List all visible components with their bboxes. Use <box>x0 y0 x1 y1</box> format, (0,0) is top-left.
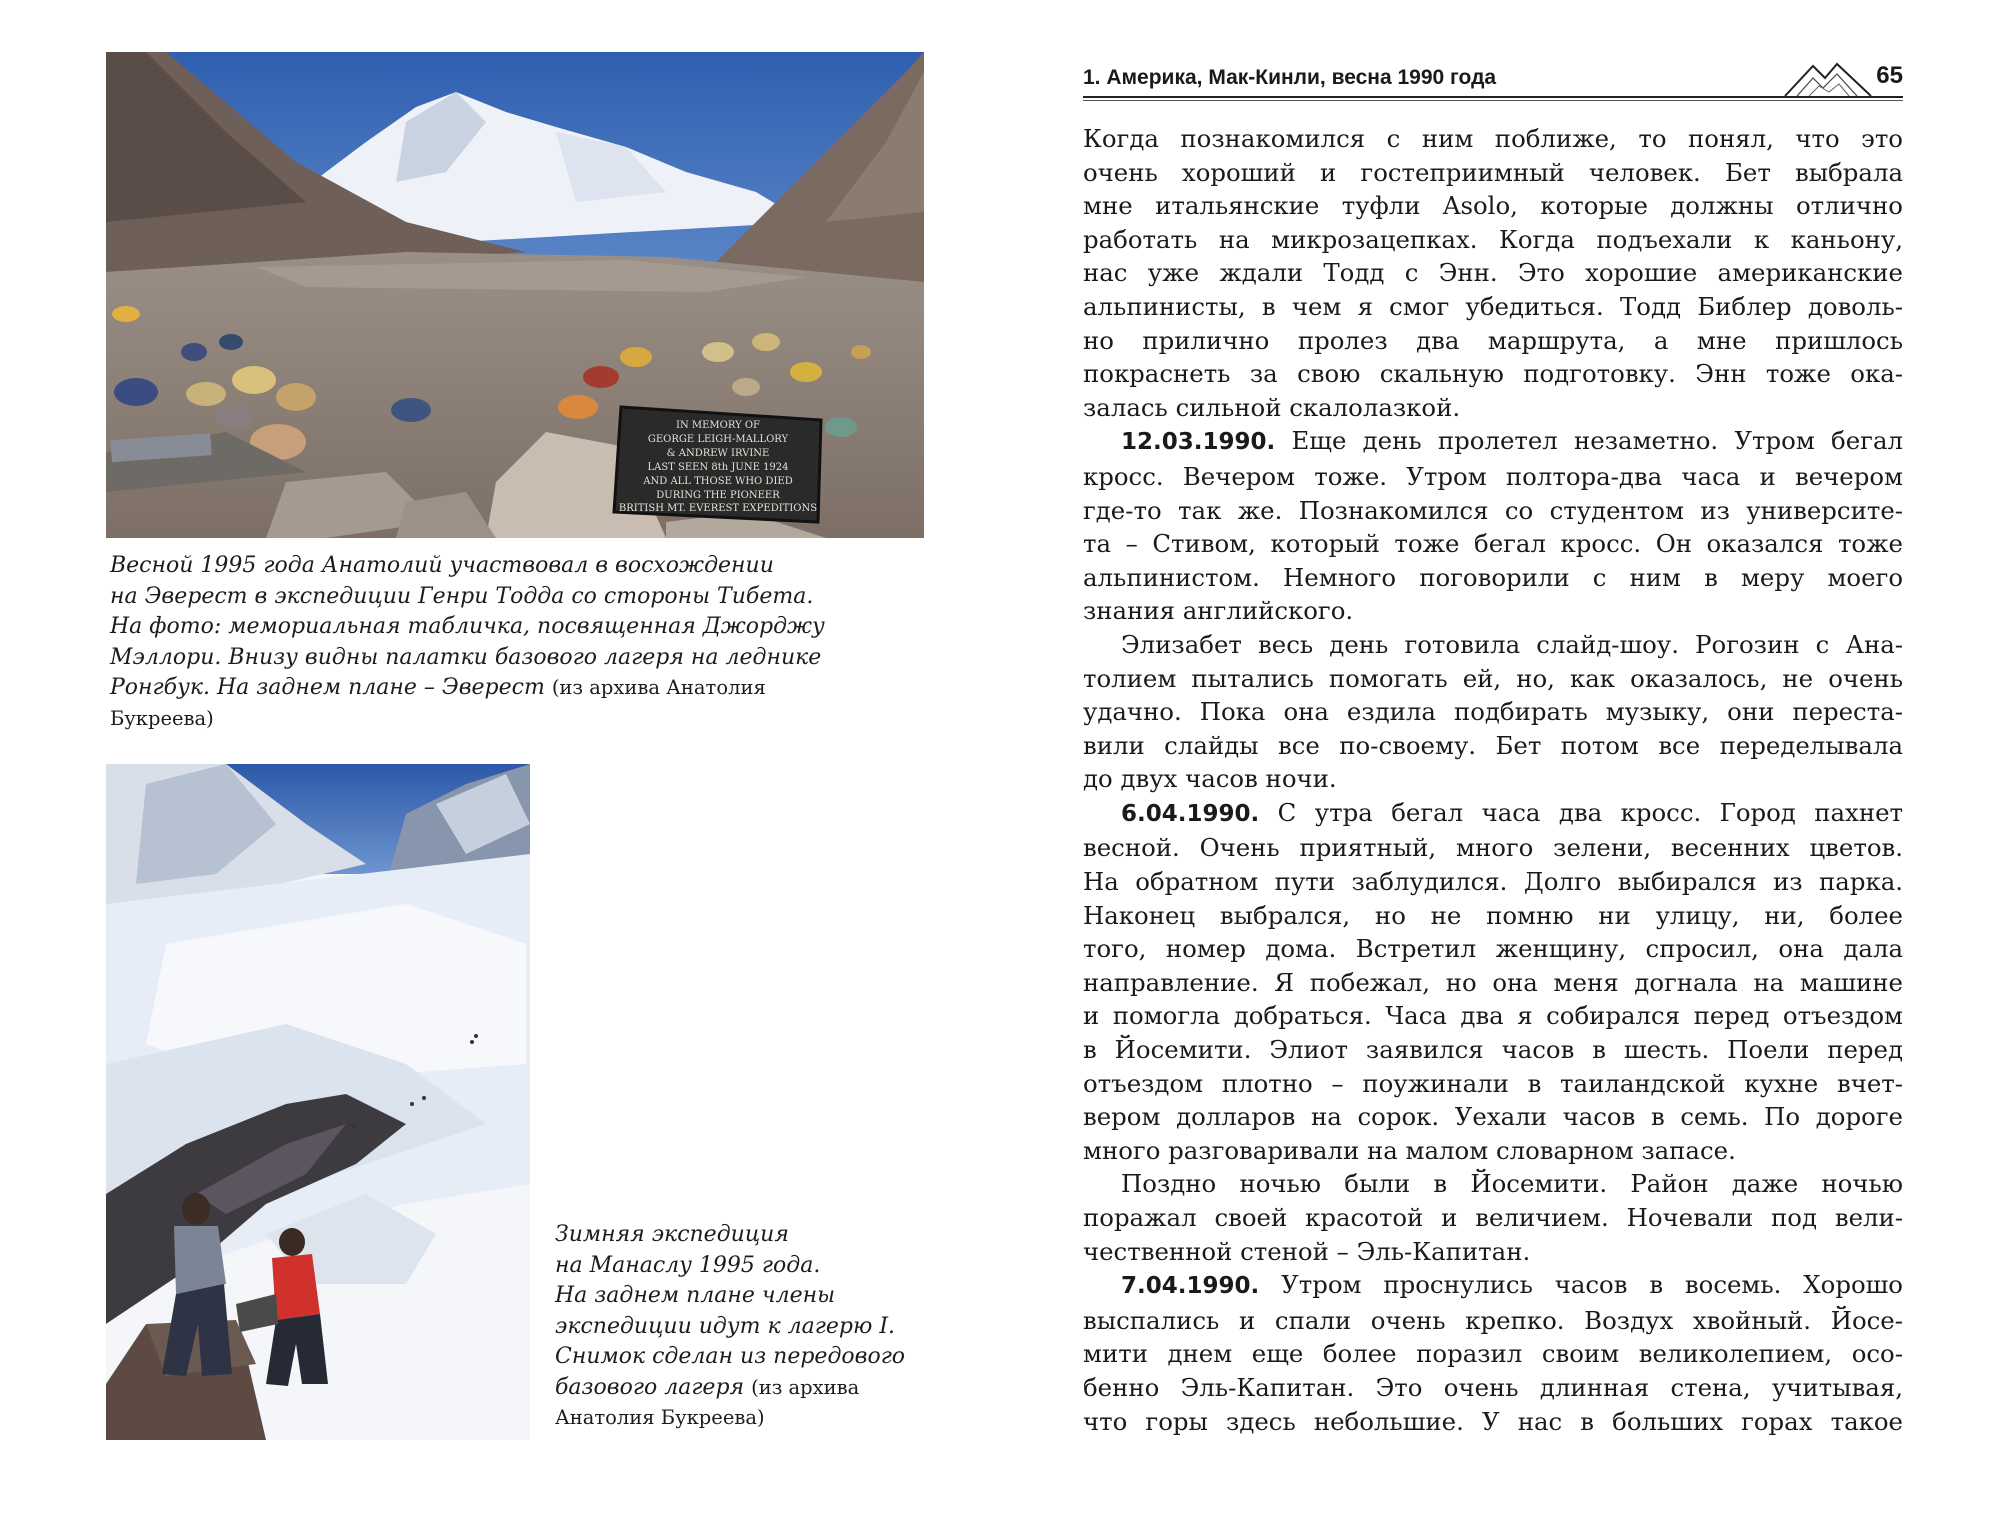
text-line: очень хороший и гостеприимный человек. Бет выбрала <box>1083 157 1903 187</box>
text-line: поражал своей красотой и величием. Ночевали под вели- <box>1083 1203 1903 1232</box>
mountain-ornament-icon <box>1783 60 1873 98</box>
chapter-title: 1. Америка, Мак-Кинли, весна 1990 года <box>1083 66 1497 89</box>
text-line: того, номер дома. Встретил женщину, спросил, она дала <box>1083 934 1903 964</box>
caption-bottom-line: Снимок сделан из передового <box>555 1344 906 1369</box>
text-line: та – Стивом, который тоже бегал кросс. Он оказался тоже <box>1083 529 1903 559</box>
caption-top-line: Ронгбук. На заднем плане – Эверест <box>110 675 545 700</box>
text-line: Наконец выбрался, но не помню ни улицу, ни, более <box>1083 900 1903 930</box>
caption-bottom-line: Зимняя экспедиция <box>555 1222 789 1247</box>
entry-date: 6.04.1990. <box>1121 800 1260 827</box>
text-line <box>1083 796 1903 832</box>
plaque-line-3: & ANDREW IRVINE <box>666 448 770 459</box>
text-line: отъездом плотно – поужинали в таиландской кухне вчет- <box>1083 1068 1903 1098</box>
caption-top-source: (из архива Анатолия <box>551 676 766 699</box>
text-line: На обратном пути заблудился. Долго выбирался из парка. <box>1083 867 1903 897</box>
plaque-line-6: DURING THE PIONEER <box>656 490 780 501</box>
paragraph <box>1083 796 1903 1168</box>
text-line: где-то так же. Познакомился со студентом из университе- <box>1083 495 1903 525</box>
text-line: нас уже ждали Тодд с Энн. Это хорошие американские <box>1083 258 1903 288</box>
text-line: Когда познакомился с ним поближе, то понял, что это <box>1083 124 1903 153</box>
text-line-rest: Еще день пролетел незаметно. Утром бегал <box>1275 426 1903 456</box>
text-line: много разговаривали на малом словарном запасе. <box>1083 1135 1736 1165</box>
paragraph <box>1083 1167 1903 1268</box>
plaque-line-2: GEORGE LEIGH-MALLORY <box>647 434 789 445</box>
text-line: альпинистом. Немного поговорили с ним в меру моего <box>1083 562 1903 592</box>
header-rule <box>1083 96 1903 98</box>
caption-bottom-line: На заднем плане члены <box>555 1283 836 1308</box>
caption-bottom-line: экспедиции идут к лагерю I. <box>555 1313 896 1339</box>
text-line-rest: С утра бегал часа два кросс. Город пахнет <box>1259 797 1903 827</box>
caption-top-line: Мэллори. Внизу видны палатки базового лагеря на леднике <box>110 644 822 670</box>
text-line: альпинисты, в чем я смог убедиться. Тодд Библер доволь- <box>1083 291 1903 321</box>
paragraph <box>1083 628 1903 796</box>
photo-manaslu-expedition <box>106 764 530 1440</box>
text-line-rest: Утром проснулись часов в восемь. Хорошо <box>1259 1270 1903 1300</box>
text-line: вили слайды все по-своему. Бет потом все переделывала <box>1083 730 1903 760</box>
text-line: Элизабет весь день готовила слайд-шоу. Рогозин с Ана- <box>1121 629 1903 659</box>
text-line: знания английского. <box>1083 596 1354 626</box>
text-line: работать на микрозацепках. Когда подъехали к каньону, <box>1083 224 1903 254</box>
caption-bottom-source-end: Анатолия Букреева) <box>555 1406 765 1429</box>
text-line: направление. Я побежал, но она меня догнала на машине <box>1083 967 1903 997</box>
text-line: чественной стеной – Эль-Капитан. <box>1083 1236 1531 1266</box>
text-line: но прилично пролез два маршрута, а мне пришлось <box>1083 325 1903 355</box>
body-text <box>1083 122 1903 1438</box>
caption-top-line: На фото: мемориальная табличка, посвященная Джорджу <box>110 614 825 639</box>
caption-top <box>110 551 910 734</box>
text-line: в Йосемити. Элиот заявился часов в шесть. Поели перед <box>1083 1035 1903 1065</box>
text-line <box>1083 424 1903 460</box>
header-rule-thin <box>1083 100 1903 101</box>
photo-everest-base-camp <box>106 52 924 538</box>
caption-top-line: Весной 1995 года Анатолий участвовал в восхождении <box>110 553 774 578</box>
caption-top-source-end: Букреева) <box>110 706 214 730</box>
running-head <box>1083 60 1903 104</box>
plaque-line-5: AND ALL THOSE WHO DIED <box>643 476 793 487</box>
text-line: выспались и спали очень крепко. Воздух хвойный. Йосе- <box>1083 1305 1903 1335</box>
caption-bottom-source: (из архива <box>751 1375 860 1399</box>
text-line: Поздно ночью были в Йосемити. Район даже ночью <box>1121 1169 1903 1199</box>
paragraph <box>1083 122 1903 424</box>
text-line: до двух часов ночи. <box>1083 764 1337 794</box>
text-line: кросс. Вечером тоже. Утром полтора-два часа и вечером <box>1083 461 1903 491</box>
plaque-line-1: IN MEMORY OF <box>676 420 760 431</box>
caption-bottom <box>555 1220 995 1434</box>
entry-date: 7.04.1990. <box>1121 1273 1260 1300</box>
paragraph <box>1083 424 1903 628</box>
text-line: мити днем еще более поразил своим великолепием, осо- <box>1083 1339 1903 1369</box>
plaque-line-7: BRITISH MT. EVEREST EXPEDITIONS <box>618 503 818 514</box>
text-line: весной. Очень приятный, много зелени, весенних цветов. <box>1083 833 1903 863</box>
paragraph <box>1083 1268 1903 1438</box>
text-line <box>1083 1268 1903 1304</box>
text-line: залась сильной скалолазкой. <box>1083 392 1461 422</box>
text-line: бенно Эль-Капитан. Это очень длинная стена, учитывая, <box>1083 1372 1903 1402</box>
text-line: удачно. Пока она ездила подбирать музыку, они переста- <box>1083 697 1903 727</box>
text-line: мне итальянские туфли Asolo, которые должны отлично <box>1083 191 1903 221</box>
text-line: и помогла добраться. Часа два я собирался перед отъездом <box>1083 1001 1903 1031</box>
caption-top-line: на Эверест в экспедиции Генри Тодда со стороны Тибета. <box>110 583 814 609</box>
page-number: 65 <box>1876 62 1903 89</box>
caption-bottom-line: базового лагеря <box>555 1374 745 1400</box>
text-line: вером долларов на сорок. Уехали часов в семь. По дороге <box>1083 1102 1903 1132</box>
text-line: что горы здесь небольшие. У нас в больших горах такое <box>1083 1406 1903 1436</box>
entry-date: 12.03.1990. <box>1121 429 1276 456</box>
caption-bottom-line: на Манаслу 1995 года. <box>555 1252 821 1278</box>
text-line: толием пытались помогать ей, но, как оказалось, не очень <box>1083 663 1903 693</box>
text-line: покраснеть за свою скальную подготовку. Энн тоже ока- <box>1083 359 1903 389</box>
plaque-line-4: LAST SEEN 8th JUNE 1924 <box>647 462 789 473</box>
